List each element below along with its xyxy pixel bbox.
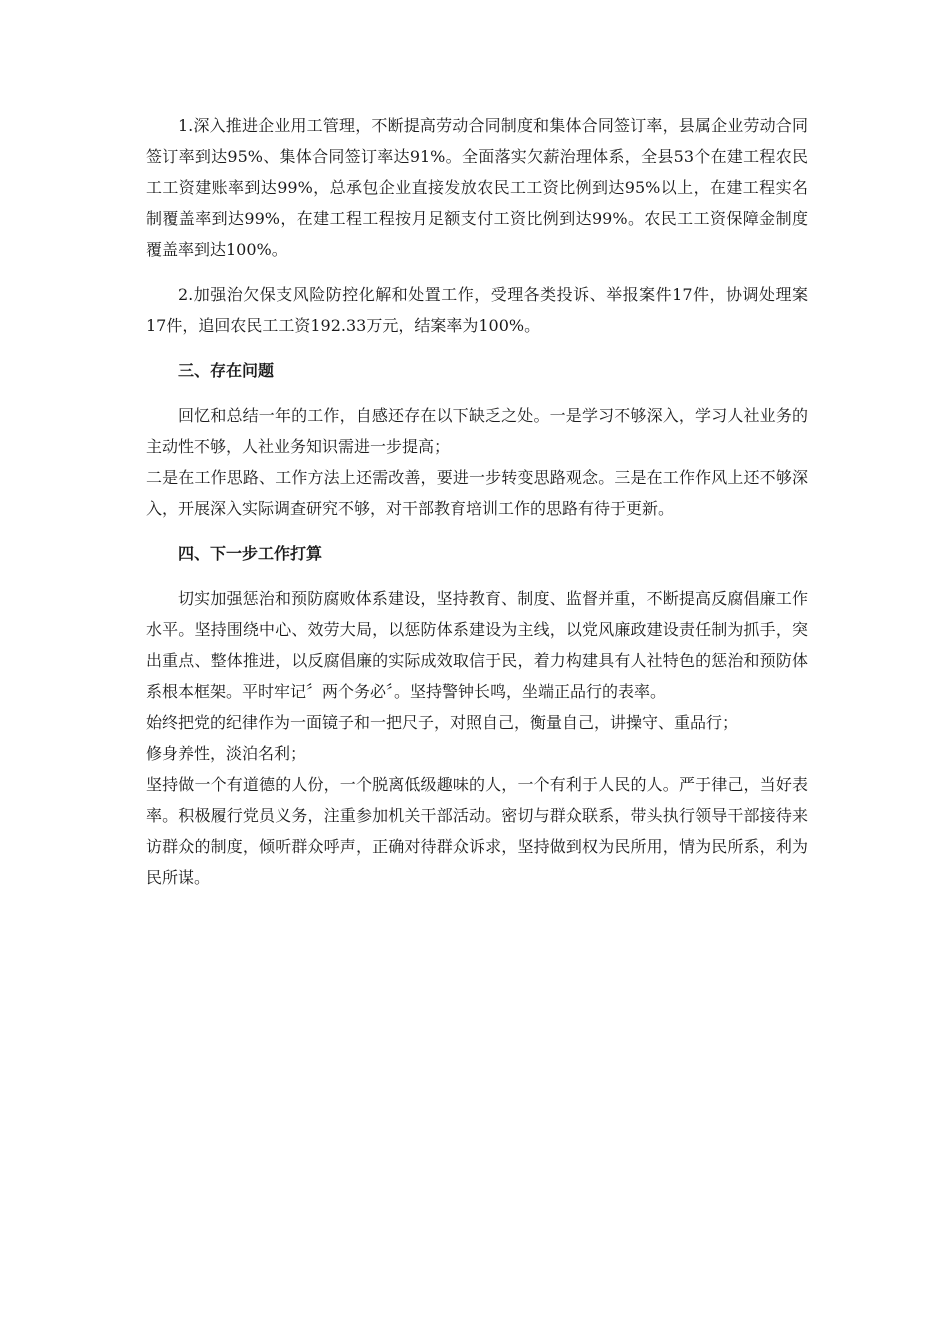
paragraph-discipline: 始终把党的纪律作为一面镜子和一把尺子，对照自己，衡量自己，讲操守、重品行； xyxy=(146,713,739,732)
paragraph-problems-detail: 二是在工作思路、工作方法上还需改善，要进一步转变思路观念。三是在工作作风上还不够深入，开展深入实际调查研究不够，对干部教育培训工作的思路有待于更新。 xyxy=(146,468,808,518)
paragraph-gap xyxy=(146,569,808,583)
paragraph-problems-intro: 回忆和总结一年的工作，自感还存在以下缺乏之处。一是学习不够深入，学习人社业务的主动性不够，人社业务知识需进一步提高； xyxy=(146,406,808,456)
paragraph-gap xyxy=(146,265,808,279)
section-heading-next-steps: 四、下一步工作打算 xyxy=(178,544,323,563)
paragraph-gap xyxy=(146,341,808,355)
paragraph-gap xyxy=(146,524,808,538)
paragraph-anti-corruption: 切实加强惩治和预防腐败体系建设，坚持教育、制度、监督并重，不断提高反腐倡廉工作水平。坚持围绕中心、效劳大局，以惩防体系建设为主线，以党风廉政建设责任制为抓手，突出重点、整体推进，以反腐倡廉的实际成效取信于民，着力构建具有人社特色的惩治和预防体系根本框架。平时牢记〞两个务必〞。坚持警钟长鸣，坐端正品行的表率。 xyxy=(146,589,808,701)
section-heading-problems: 三、存在问题 xyxy=(178,361,275,380)
paragraph-wage-arrears: 2.加强治欠保支风险防控化解和处置工作，受理各类投诉、举报案件17件，协调处理案17件，追回农民工工资192.33万元，结案率为100%。 xyxy=(146,285,808,335)
paragraph-labor-management: 1.深入推进企业用工管理，不断提高劳动合同制度和集体合同签订率，县属企业劳动合同签订率到达95%、集体合同签订率达91%。全面落实欠薪治理体系，全县53个在建工程农民工工资建账率到达99%，总承包企业直接发放农民工工资比例到达95%以上，在建工程实名制覆盖率到达99%，在建工程工程按月足额支付工资比例到达99%。农民工工资保障金制度覆盖率到达100%。 xyxy=(146,116,808,259)
document-body xyxy=(146,110,808,893)
paragraph-moral-conduct: 坚持做一个有道德的人份，一个脱离低级趣味的人，一个有利于人民的人。严于律己，当好表率。积极履行党员义务，注重参加机关干部活动。密切与群众联系，带头执行领导干部接待来访群众的制度，倾听群众呼声，正确对待群众诉求，坚持做到权为民所用，情为民所系，利为民所谋。 xyxy=(146,775,808,887)
paragraph-self-cultivation: 修身养性，淡泊名利； xyxy=(146,744,307,763)
paragraph-gap xyxy=(146,386,808,400)
